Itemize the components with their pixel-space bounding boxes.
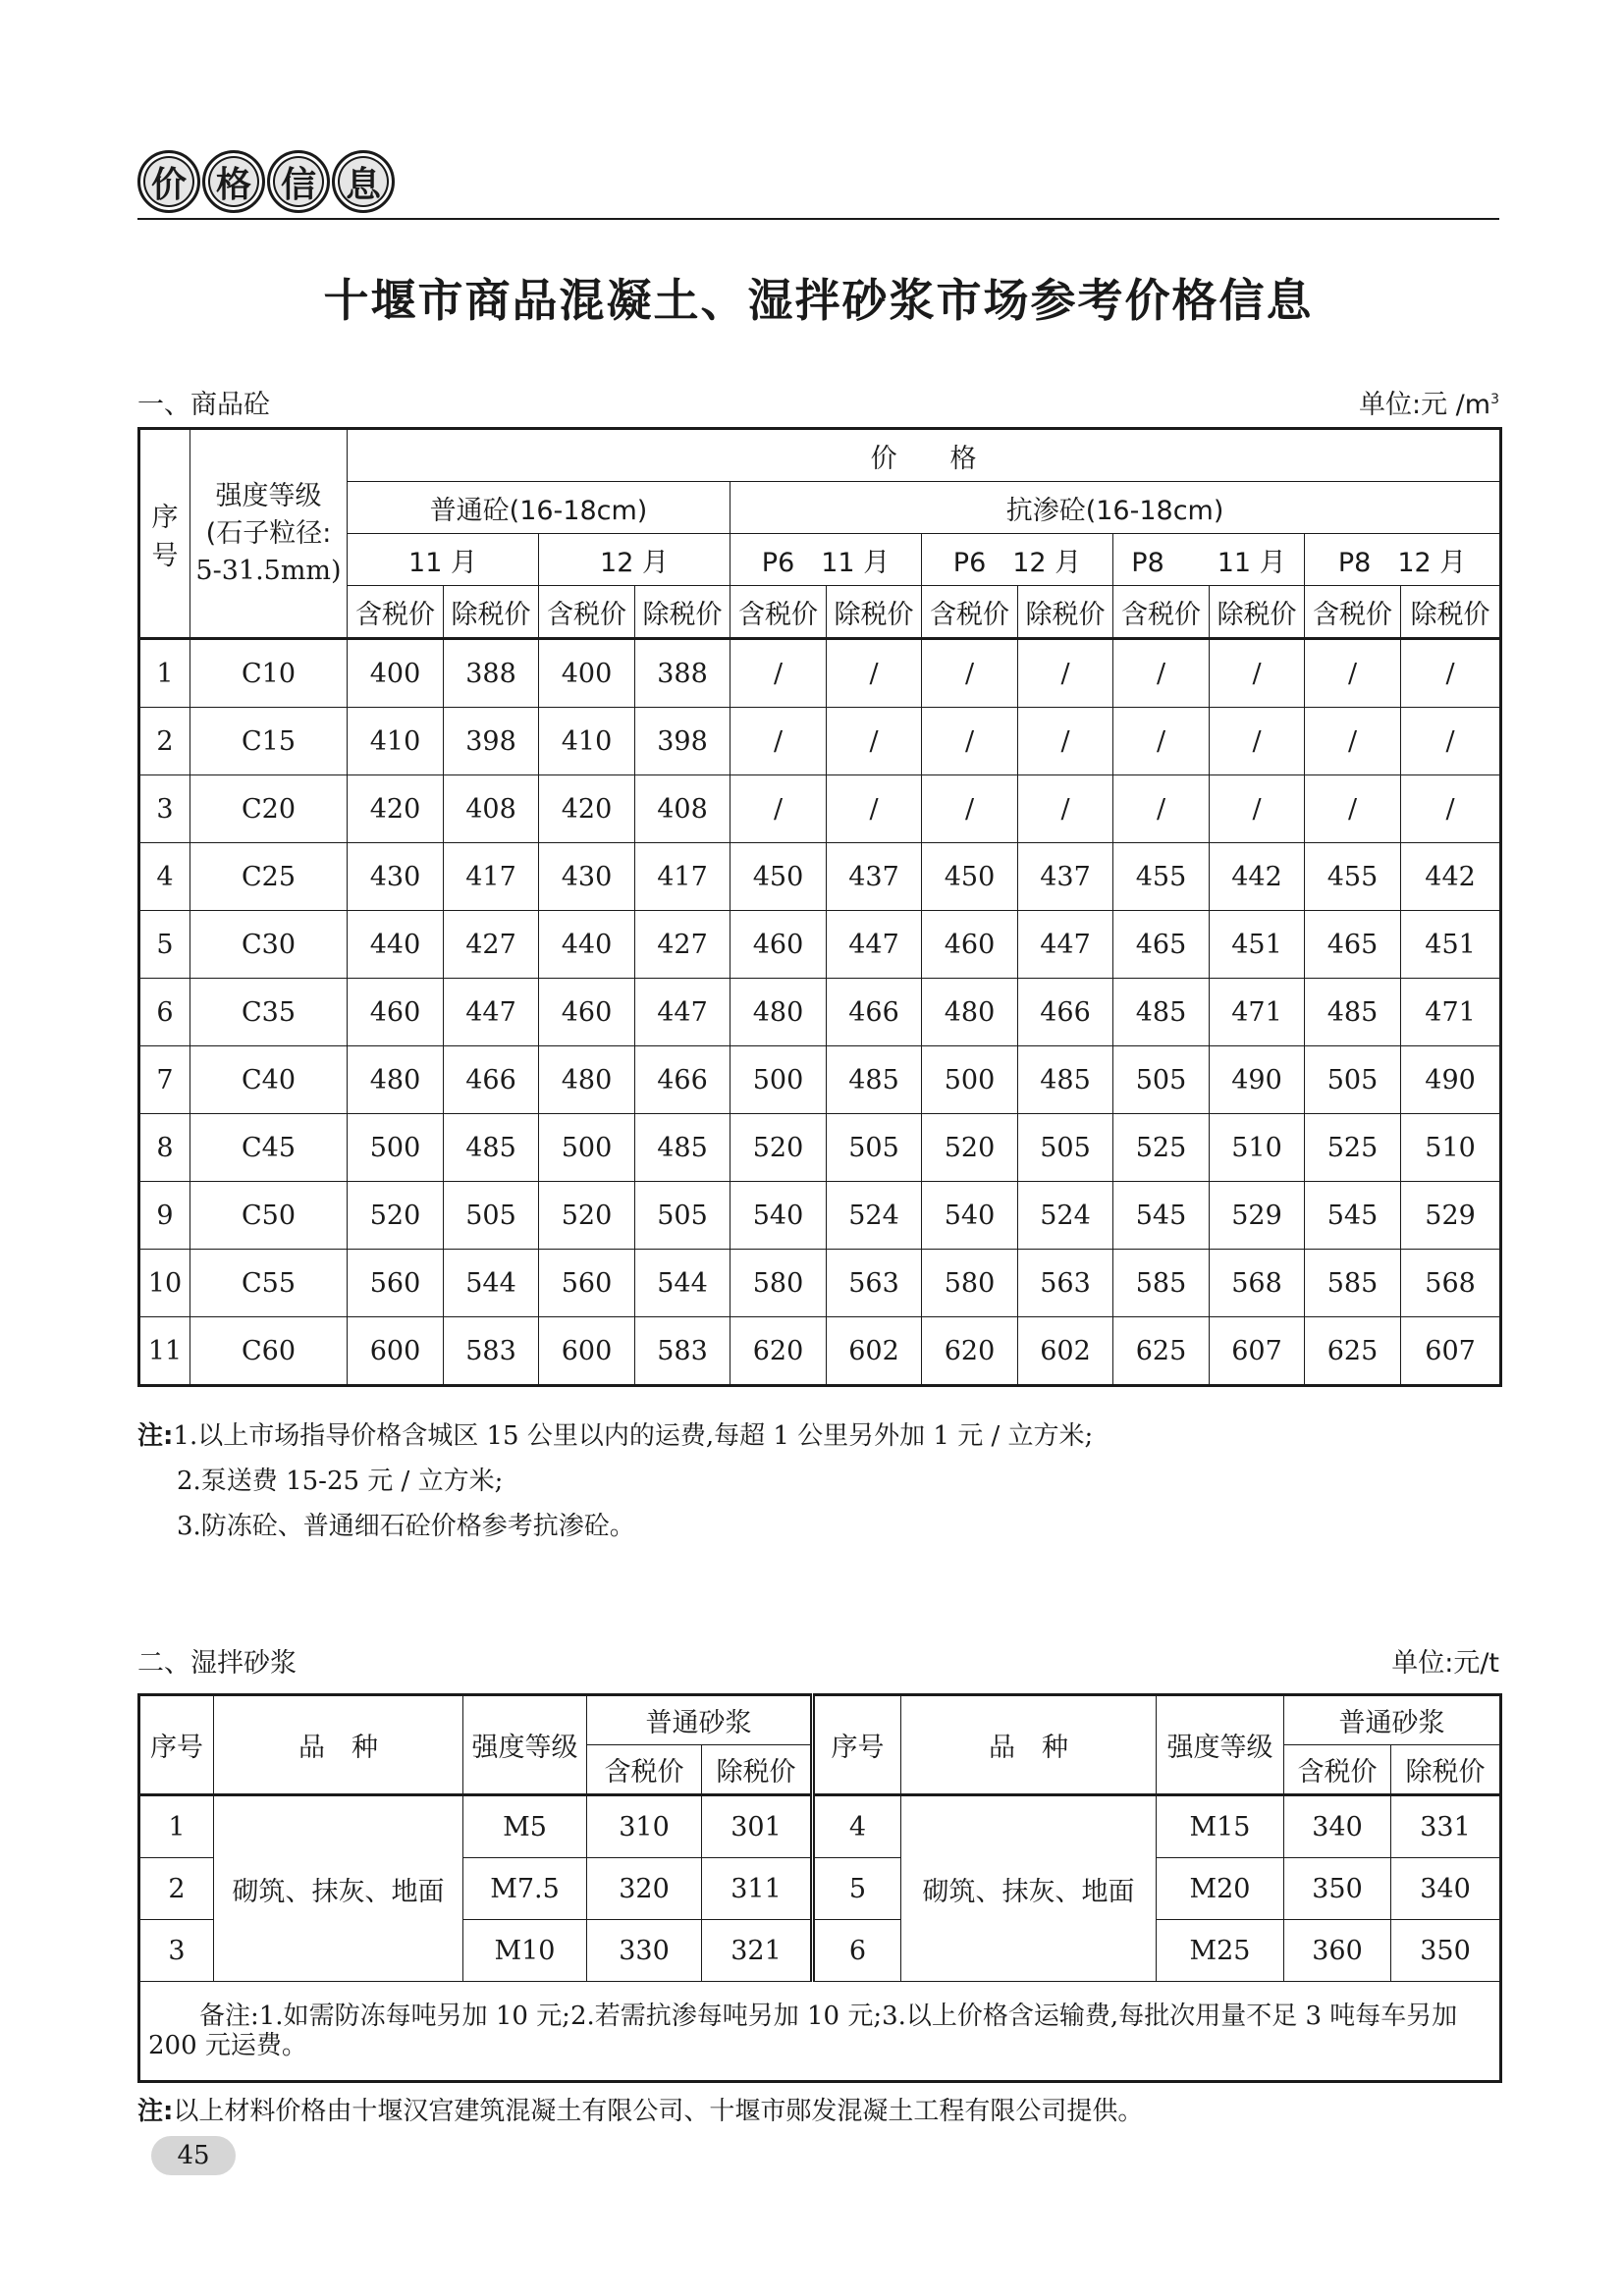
mortar-header-tax-in: 含税价 [1284, 1745, 1391, 1795]
concrete-cell-tax-in: 520 [922, 1114, 1018, 1182]
col-header-month: 11 月 [348, 534, 539, 586]
concrete-cell-tax-ex: 490 [1401, 1046, 1501, 1114]
concrete-cell-tax-in: 545 [1305, 1182, 1401, 1250]
concrete-table-body [139, 639, 1501, 1386]
concrete-cell-tax-in: 410 [539, 708, 635, 775]
concrete-cell-tax-in: 455 [1305, 843, 1401, 911]
concrete-cell-seq: 5 [139, 911, 190, 979]
concrete-cell-seq: 1 [139, 639, 190, 708]
concrete-cell-tax-ex: 505 [635, 1182, 730, 1250]
concrete-cell-tax-ex: 529 [1210, 1182, 1305, 1250]
concrete-cell-tax-in: 460 [348, 979, 444, 1046]
concrete-cell-tax-ex: 505 [1018, 1114, 1113, 1182]
mortar-header-tax-ex: 除税价 [1391, 1745, 1501, 1795]
notes-label: 注: [137, 1421, 174, 1451]
concrete-cell-tax-ex: 583 [444, 1317, 539, 1386]
col-header-tax-ex: 除税价 [827, 586, 922, 639]
concrete-cell-tax-in: 580 [730, 1250, 827, 1317]
col-header-tax-in: 含税价 [1113, 586, 1210, 639]
concrete-cell-tax-in: 620 [730, 1317, 827, 1386]
concrete-cell-tax-in: 600 [539, 1317, 635, 1386]
concrete-cell-tax-ex: 471 [1401, 979, 1501, 1046]
concrete-cell-grade: C60 [190, 1317, 348, 1386]
concrete-row [139, 775, 1501, 843]
concrete-cell-tax-in: 620 [922, 1317, 1018, 1386]
concrete-cell-tax-in: 500 [348, 1114, 444, 1182]
concrete-cell-tax-in: / [730, 775, 827, 843]
concrete-cell-tax-ex: 471 [1210, 979, 1305, 1046]
concrete-cell-tax-in: 460 [730, 911, 827, 979]
concrete-cell-tax-in: / [730, 708, 827, 775]
page-title: 十堰市商品混凝土、湿拌砂浆市场参考价格信息 [323, 274, 1314, 327]
col-header-tax-in: 含税价 [730, 586, 827, 639]
concrete-cell-tax-ex: 563 [827, 1250, 922, 1317]
concrete-cell-tax-in: 500 [730, 1046, 827, 1114]
mortar-cell-grade: M5 [463, 1795, 587, 1858]
mortar-header-type: 品 种 [901, 1695, 1157, 1795]
concrete-notes [137, 1414, 1093, 1549]
concrete-cell-grade: C50 [190, 1182, 348, 1250]
mortar-cell-seq: 5 [813, 1858, 901, 1920]
col-header-month: P8 11 月 [1113, 534, 1305, 586]
concrete-cell-tax-ex: 388 [635, 639, 730, 708]
mortar-header-grade: 强度等级 [1157, 1695, 1284, 1795]
mortar-cell-grade: M15 [1157, 1795, 1284, 1858]
mortar-remark: 备注:1.如需防冻每吨另加 10 元;2.若需抗渗每吨另加 10 元;3.以上价格含运输费,每批次用量不足 3 吨每车另加 200 元运费。 [139, 1982, 1501, 2082]
concrete-unit-text: 单位:元 /m [1359, 390, 1491, 420]
concrete-cell-tax-in: 540 [922, 1182, 1018, 1250]
concrete-cell-tax-ex: 466 [635, 1046, 730, 1114]
col-header-month: P6 12 月 [922, 534, 1113, 586]
concrete-cell-tax-in: 410 [348, 708, 444, 775]
concrete-note: 2.泵送费 15-25 元 / 立方米; [177, 1467, 504, 1496]
mortar-cell-tax-ex: 340 [1391, 1858, 1501, 1920]
concrete-cell-tax-ex: 583 [635, 1317, 730, 1386]
concrete-cell-tax-ex: 544 [635, 1250, 730, 1317]
concrete-cell-tax-in: 625 [1113, 1317, 1210, 1386]
concrete-cell-tax-ex: 388 [444, 639, 539, 708]
concrete-cell-tax-in: 600 [348, 1317, 444, 1386]
header-badge: 格 [202, 150, 265, 213]
concrete-cell-tax-in: 585 [1305, 1250, 1401, 1317]
concrete-cell-tax-ex: 417 [444, 843, 539, 911]
mortar-section-header [137, 1641, 1499, 1680]
concrete-note [137, 1414, 1093, 1459]
col-header-tax-in: 含税价 [348, 586, 444, 639]
concrete-cell-tax-in: 500 [922, 1046, 1018, 1114]
concrete-cell-tax-in: 585 [1113, 1250, 1210, 1317]
concrete-cell-seq: 3 [139, 775, 190, 843]
concrete-cell-tax-ex: 602 [827, 1317, 922, 1386]
concrete-cell-tax-in: 625 [1305, 1317, 1401, 1386]
concrete-unit [1359, 383, 1499, 421]
concrete-cell-tax-ex: 447 [444, 979, 539, 1046]
concrete-cell-tax-in: / [1113, 639, 1210, 708]
concrete-cell-seq: 7 [139, 1046, 190, 1114]
concrete-cell-tax-in: 440 [348, 911, 444, 979]
header-badge: 信 [267, 150, 330, 213]
mortar-header-seq: 序号 [139, 1695, 214, 1795]
concrete-cell-tax-in: 480 [348, 1046, 444, 1114]
concrete-cell-tax-in: / [1305, 639, 1401, 708]
col-header-tax-in: 含税价 [1305, 586, 1401, 639]
concrete-cell-tax-in: 560 [539, 1250, 635, 1317]
mortar-header-seq: 序号 [813, 1695, 901, 1795]
grade-header-line: 强度等级 [215, 480, 322, 511]
concrete-cell-tax-in: 460 [922, 911, 1018, 979]
concrete-cell-tax-in: 420 [539, 775, 635, 843]
concrete-cell-tax-ex: / [827, 775, 922, 843]
concrete-cell-tax-in: 480 [922, 979, 1018, 1046]
mortar-price-table [137, 1693, 1502, 2083]
concrete-row [139, 911, 1501, 979]
concrete-cell-tax-in: / [922, 708, 1018, 775]
concrete-cell-tax-in: 520 [730, 1114, 827, 1182]
concrete-cell-tax-ex: 524 [1018, 1182, 1113, 1250]
mortar-header-tax-ex: 除税价 [702, 1745, 813, 1795]
concrete-cell-tax-ex: 563 [1018, 1250, 1113, 1317]
concrete-cell-tax-ex: 398 [635, 708, 730, 775]
mortar-cell-grade: M20 [1157, 1858, 1284, 1920]
concrete-cell-grade: C40 [190, 1046, 348, 1114]
concrete-cell-seq: 2 [139, 708, 190, 775]
concrete-cell-tax-ex: 447 [1018, 911, 1113, 979]
col-header-month: P6 11 月 [730, 534, 922, 586]
concrete-cell-tax-in: 505 [1113, 1046, 1210, 1114]
mortar-row [139, 1795, 1501, 1858]
concrete-cell-tax-ex: 442 [1401, 843, 1501, 911]
concrete-cell-tax-ex: / [1210, 708, 1305, 775]
concrete-cell-grade: C45 [190, 1114, 348, 1182]
mortar-cell-tax-in: 360 [1284, 1920, 1391, 1982]
concrete-cell-tax-ex: 602 [1018, 1317, 1113, 1386]
mortar-cell-tax-ex: 331 [1391, 1795, 1501, 1858]
mortar-section-title: 二、湿拌砂浆 [137, 1648, 297, 1679]
footer-note-text: 以上材料价格由十堰汉宫建筑混凝土有限公司、十堰市郧发混凝土工程有限公司提供。 [173, 2097, 1144, 2126]
concrete-row [139, 1114, 1501, 1182]
concrete-cell-grade: C30 [190, 911, 348, 979]
concrete-cell-tax-ex: 568 [1401, 1250, 1501, 1317]
concrete-cell-tax-in: 520 [348, 1182, 444, 1250]
mortar-cell-tax-in: 310 [587, 1795, 702, 1858]
concrete-cell-tax-ex: 607 [1401, 1317, 1501, 1386]
concrete-cell-tax-ex: 427 [444, 911, 539, 979]
col-header-tax-in: 含税价 [922, 586, 1018, 639]
concrete-cell-tax-in: 480 [539, 1046, 635, 1114]
header-badge: 价 [137, 150, 200, 213]
concrete-cell-tax-in: 465 [1113, 911, 1210, 979]
concrete-row [139, 1046, 1501, 1114]
mortar-cell-tax-in: 340 [1284, 1795, 1391, 1858]
concrete-cell-tax-ex: 466 [444, 1046, 539, 1114]
concrete-cell-seq: 11 [139, 1317, 190, 1386]
concrete-cell-tax-ex: / [827, 708, 922, 775]
concrete-cell-tax-ex: 510 [1210, 1114, 1305, 1182]
concrete-cell-tax-in: / [922, 775, 1018, 843]
footer-note-label: 注: [137, 2097, 174, 2126]
concrete-row [139, 708, 1501, 775]
concrete-cell-tax-ex: / [1018, 708, 1113, 775]
mortar-cell-type: 砌筑、抹灰、地面 [214, 1795, 463, 1982]
concrete-cell-tax-ex: 524 [827, 1182, 922, 1250]
concrete-cell-tax-ex: 427 [635, 911, 730, 979]
header-badge: 息 [332, 150, 395, 213]
concrete-cell-tax-ex: 485 [635, 1114, 730, 1182]
col-header-normal-concrete: 普通砼(16-18cm) [348, 482, 730, 534]
col-header-tax-ex: 除税价 [1018, 586, 1113, 639]
concrete-cell-tax-in: 450 [730, 843, 827, 911]
concrete-section-header [137, 383, 1499, 421]
mortar-unit: 单位:元/t [1391, 1648, 1499, 1679]
concrete-cell-tax-ex: / [1401, 639, 1501, 708]
mortar-header-tax-in: 含税价 [587, 1745, 702, 1795]
concrete-cell-tax-in: 525 [1113, 1114, 1210, 1182]
page-number: 45 [151, 2136, 236, 2175]
concrete-cell-tax-ex: 510 [1401, 1114, 1501, 1182]
concrete-cell-tax-ex: / [1018, 639, 1113, 708]
concrete-cell-tax-in: 480 [730, 979, 827, 1046]
concrete-cell-tax-in: / [730, 639, 827, 708]
concrete-cell-tax-ex: / [1018, 775, 1113, 843]
concrete-cell-tax-ex: 408 [635, 775, 730, 843]
concrete-cell-grade: C15 [190, 708, 348, 775]
mortar-cell-tax-ex: 301 [702, 1795, 813, 1858]
mortar-cell-seq: 3 [139, 1920, 214, 1982]
concrete-note: 3.防冻砼、普通细石砼价格参考抗渗砼。 [177, 1512, 635, 1541]
concrete-cell-tax-in: 400 [539, 639, 635, 708]
mortar-remark-row [139, 1982, 1501, 2082]
concrete-cell-grade: C35 [190, 979, 348, 1046]
concrete-row [139, 979, 1501, 1046]
concrete-cell-tax-in: 505 [1305, 1046, 1401, 1114]
mortar-cell-grade: M10 [463, 1920, 587, 1982]
concrete-cell-tax-ex: 417 [635, 843, 730, 911]
col-header-price: 价 格 [348, 429, 1501, 482]
concrete-cell-tax-in: 560 [348, 1250, 444, 1317]
concrete-cell-tax-ex: 466 [827, 979, 922, 1046]
concrete-cell-tax-in: 455 [1113, 843, 1210, 911]
concrete-cell-tax-ex: 447 [827, 911, 922, 979]
concrete-price-table [137, 427, 1502, 1387]
concrete-cell-tax-ex: 505 [827, 1114, 922, 1182]
concrete-cell-tax-ex: 485 [827, 1046, 922, 1114]
mortar-cell-seq: 2 [139, 1858, 214, 1920]
concrete-cell-tax-ex: 505 [444, 1182, 539, 1250]
mortar-cell-seq: 4 [813, 1795, 901, 1858]
grade-header-line: 5-31.5mm) [195, 555, 342, 586]
concrete-cell-tax-in: 545 [1113, 1182, 1210, 1250]
concrete-cell-tax-ex: 490 [1210, 1046, 1305, 1114]
col-header-tax-in: 含税价 [539, 586, 635, 639]
concrete-cell-seq: 4 [139, 843, 190, 911]
concrete-cell-grade: C20 [190, 775, 348, 843]
concrete-cell-tax-ex: / [1401, 708, 1501, 775]
concrete-cell-tax-in: 485 [1305, 979, 1401, 1046]
mortar-header-grade: 强度等级 [463, 1695, 587, 1795]
concrete-cell-seq: 9 [139, 1182, 190, 1250]
concrete-cell-tax-in: 465 [1305, 911, 1401, 979]
header-rule [137, 218, 1499, 220]
concrete-cell-tax-ex: 485 [1018, 1046, 1113, 1114]
mortar-cell-seq: 1 [139, 1795, 214, 1858]
concrete-cell-tax-ex: 447 [635, 979, 730, 1046]
col-header-tax-ex: 除税价 [635, 586, 730, 639]
mortar-cell-grade: M7.5 [463, 1858, 587, 1920]
concrete-cell-tax-in: / [1113, 708, 1210, 775]
concrete-cell-tax-ex: 466 [1018, 979, 1113, 1046]
concrete-row [139, 843, 1501, 911]
col-header-impermeable-concrete: 抗渗砼(16-18cm) [730, 482, 1501, 534]
concrete-cell-grade: C10 [190, 639, 348, 708]
concrete-row [139, 639, 1501, 708]
concrete-cell-tax-ex: / [1210, 775, 1305, 843]
concrete-cell-seq: 6 [139, 979, 190, 1046]
concrete-cell-grade: C25 [190, 843, 348, 911]
mortar-cell-seq: 6 [813, 1920, 901, 1982]
concrete-cell-tax-in: 420 [348, 775, 444, 843]
concrete-cell-tax-ex: 451 [1210, 911, 1305, 979]
concrete-cell-seq: 8 [139, 1114, 190, 1182]
mortar-cell-grade: M25 [1157, 1920, 1284, 1982]
mortar-cell-type: 砌筑、抹灰、地面 [901, 1795, 1157, 1982]
concrete-note-text: 1.以上市场指导价格含城区 15 公里以内的运费,每超 1 公里另外加 1 元 / 立方米; [173, 1421, 1094, 1451]
concrete-cell-grade: C55 [190, 1250, 348, 1317]
concrete-cell-tax-in: 580 [922, 1250, 1018, 1317]
col-header-month: 12 月 [539, 534, 730, 586]
col-header-grade [190, 429, 348, 639]
footer-note [137, 2091, 1143, 2127]
mortar-header-type: 品 种 [214, 1695, 463, 1795]
concrete-row [139, 1317, 1501, 1386]
col-header-tax-ex: 除税价 [444, 586, 539, 639]
header-badges [137, 150, 395, 213]
concrete-cell-tax-ex: 485 [444, 1114, 539, 1182]
concrete-cell-tax-in: 540 [730, 1182, 827, 1250]
mortar-cell-tax-in: 350 [1284, 1858, 1391, 1920]
concrete-cell-tax-ex: 442 [1210, 843, 1305, 911]
concrete-section-title: 一、商品砼 [137, 390, 270, 420]
concrete-cell-tax-ex: 408 [444, 775, 539, 843]
concrete-cell-tax-in: 520 [539, 1182, 635, 1250]
concrete-cell-tax-ex: / [1401, 775, 1501, 843]
col-header-month: P8 12 月 [1305, 534, 1501, 586]
concrete-cell-tax-ex: 544 [444, 1250, 539, 1317]
concrete-cell-tax-in: 460 [539, 979, 635, 1046]
concrete-cell-tax-in: / [1113, 775, 1210, 843]
concrete-cell-tax-in: / [1305, 708, 1401, 775]
concrete-cell-tax-in: 525 [1305, 1114, 1401, 1182]
col-header-tax-ex: 除税价 [1401, 586, 1501, 639]
concrete-cell-tax-ex: 437 [1018, 843, 1113, 911]
mortar-cell-tax-ex: 350 [1391, 1920, 1501, 1982]
concrete-cell-tax-ex: 437 [827, 843, 922, 911]
concrete-cell-tax-ex: 607 [1210, 1317, 1305, 1386]
concrete-cell-tax-in: 400 [348, 639, 444, 708]
concrete-cell-tax-ex: 451 [1401, 911, 1501, 979]
concrete-row [139, 1182, 1501, 1250]
concrete-cell-tax-ex: 398 [444, 708, 539, 775]
concrete-cell-tax-ex: 568 [1210, 1250, 1305, 1317]
col-header-seq: 序号 [139, 429, 190, 639]
concrete-cell-tax-in: 485 [1113, 979, 1210, 1046]
concrete-row [139, 1250, 1501, 1317]
mortar-cell-tax-ex: 321 [702, 1920, 813, 1982]
concrete-cell-tax-in: 450 [922, 843, 1018, 911]
concrete-cell-tax-in: 440 [539, 911, 635, 979]
col-header-tax-ex: 除税价 [1210, 586, 1305, 639]
concrete-cell-tax-ex: / [1210, 639, 1305, 708]
concrete-cell-tax-in: / [922, 639, 1018, 708]
grade-header-line: (石子粒径: [205, 517, 332, 549]
concrete-cell-tax-in: 500 [539, 1114, 635, 1182]
mortar-cell-tax-ex: 311 [702, 1858, 813, 1920]
concrete-cell-tax-ex: 529 [1401, 1182, 1501, 1250]
mortar-cell-tax-in: 320 [587, 1858, 702, 1920]
concrete-cell-tax-in: / [1305, 775, 1401, 843]
concrete-cell-tax-in: 430 [539, 843, 635, 911]
concrete-cell-seq: 10 [139, 1250, 190, 1317]
mortar-cell-tax-in: 330 [587, 1920, 702, 1982]
mortar-header-normal: 普通砂浆 [1284, 1695, 1501, 1745]
concrete-cell-tax-in: 430 [348, 843, 444, 911]
mortar-header-normal: 普通砂浆 [587, 1695, 813, 1745]
concrete-cell-tax-ex: / [827, 639, 922, 708]
concrete-unit-sup: 3 [1490, 392, 1499, 407]
